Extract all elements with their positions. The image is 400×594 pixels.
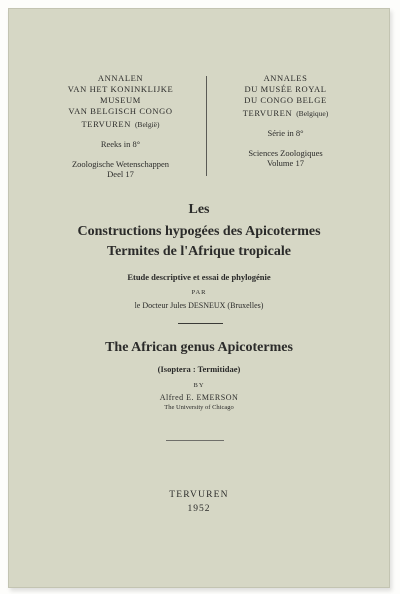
flemish-series-header	[48, 73, 193, 179]
french-series-header	[218, 73, 353, 168]
subtitle-english: (Isoptera : Termitidae)	[157, 364, 241, 374]
section-divider	[178, 323, 223, 324]
by-label-english: BY	[193, 382, 205, 389]
title-english: The African genus Apicotermes	[105, 340, 293, 355]
title-french-line-3: Termites de l'Afrique tropicale	[107, 244, 291, 259]
series-label: Série in 8°	[267, 128, 304, 138]
by-label-french: PAR	[191, 289, 207, 296]
author-french: le Docteur Jules DESNEUX (Bruxelles)	[134, 301, 264, 310]
publication-place: TERVUREN	[169, 490, 229, 500]
header-region: (België)	[134, 120, 160, 129]
collection-volume: Deel 17	[107, 169, 134, 179]
header-region: (Belgique)	[296, 109, 329, 118]
header-line: VAN BELGISCH CONGO	[68, 106, 173, 116]
series-label: Reeks in 8°	[100, 139, 141, 149]
title-french-line-1: Les	[188, 202, 210, 217]
collection-name: Sciences Zoologiques	[248, 148, 323, 158]
header-place-line	[218, 106, 353, 119]
title-french-line-2: Constructions hypogées des Apicotermes	[77, 224, 321, 239]
author-english: Alfred E. EMERSON	[159, 393, 239, 402]
header-line: VAN HET KONINKLIJKE MUSEUM	[67, 84, 174, 105]
header-line: DU MUSÉE ROYAL	[244, 84, 327, 94]
header-line: ANNALES	[263, 73, 308, 83]
header-place-line	[48, 117, 193, 130]
header-place: TERVUREN	[81, 119, 131, 129]
collection-volume: Volume 17	[267, 158, 304, 168]
header-line: ANNALEN	[97, 73, 144, 83]
footer-divider	[166, 440, 224, 441]
author-affiliation: The University of Chicago	[164, 404, 234, 411]
book-cover	[8, 8, 390, 588]
header-divider	[206, 76, 207, 176]
header-place: TERVUREN	[242, 108, 293, 118]
header-line: DU CONGO BELGE	[244, 95, 327, 105]
publication-year: 1952	[187, 504, 211, 514]
collection-name: Zoologische Wetenschappen	[71, 159, 170, 169]
subtitle-french: Etude descriptive et essai de phylogénie	[127, 272, 271, 282]
